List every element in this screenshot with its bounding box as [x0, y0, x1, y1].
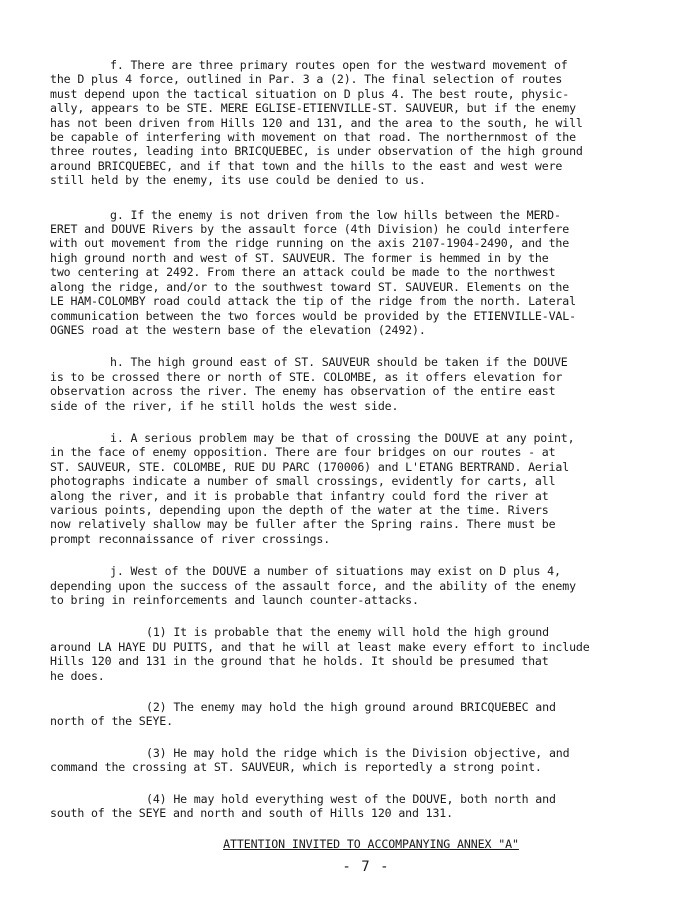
paragraph-h: h. The high ground east of ST. SAUVEUR should be taken if the DOUVE is to be crossed there or north of STE. COLOMBE, as it offers elevation for observation across the river. The enemy has observation of the entire east side of the river, if he still holds the west side. — [50, 355, 568, 413]
paragraph-j: j. West of the DOUVE a number of situations may exist on D plus 4, depending upon the success of the assault force, and the ability of the enemy to bring in reinforcements and launch counter-attacks. — [50, 564, 576, 607]
paragraph-g: g. If the enemy is not driven from the low hills between the MERD- ERET and DOUVE Rivers by the assault force (4th Division) he could interfere with out movement from the ridge running on the axis 2107-1904-2490, and the high ground north and west of ST. SAUVEUR. The former is hemmed in by the two centering at 2492. From there an attack could be made to the northwest along the ridge, and/or to the southwest toward ST. SAUVEUR. Elements on the LE HAM-COLOMBY road could attack the tip of the ridge from the north. Lateral communication between the two forces would be provided by the ETIENVILLE-VAL- OGNES road at the western base of the elevation (2492). — [50, 207, 576, 337]
subparagraph-4: (4) He may hold everything west of the DOUVE, both north and south of the SEYE and north and south of Hills 120 and 131. — [50, 791, 556, 821]
subparagraph-3: (3) He may hold the ridge which is the Division objective, and command the crossing at ST. SAUVEUR, which is reportedly a strong point. — [50, 745, 570, 775]
attention-note — [50, 837, 652, 851]
subparagraph-2: (2) The enemy may hold the high ground around BRICQUEBEC and north of the SEYE. — [50, 700, 556, 729]
subparagraph-1: (1) It is probable that the enemy will hold the high ground around LA HAYE DU PUITS, and that he will at least make every effort to include Hills 120 and 131 in the ground that he holds. It should be presumed that he does. — [50, 625, 590, 683]
page-number: - 7 - — [342, 859, 390, 876]
attention-note-text: ATTENTION INVITED TO ACCOMPANYING ANNEX "A" — [223, 837, 519, 852]
paragraph-f: f. There are three primary routes open for the westward movement of the D plus 4 force, outlined in Par. 3 a (2). The final selection of routes must depend upon the tactical situation on D plus 4. The best route, physic- ally, appears to be STE. MERE EGLISE-ETIENVILLE-ST. SAUVEUR, but if the enemy has not been driven from Hills 120 and 131, and the area to the south, he will be capable of interfering with movement on that road. The northernmost of the three routes, leading into BRICQUEBEC, is under observation of the high ground around BRICQUEBEC, and if that town and the hills to the east and west were still held by the enemy, its use could be denied to us. — [50, 58, 583, 188]
paragraph-i: i. A serious problem may be that of crossing the DOUVE at any point, in the face of enemy opposition. There are four bridges on our routes - at ST. SAUVEUR, STE. COLOMBE, RUE DU PARC (170006) and L'ETANG BERTRAND. Aerial photographs indicate a number of small crossings, evidently for carts, all along the river, and it is probable that infantry could ford the river at various points, depending upon the depth of the water at the time. Rivers now relatively shallow may be fuller after the Spring rains. There must be prompt reconnaissance of river crossings. — [50, 430, 575, 546]
